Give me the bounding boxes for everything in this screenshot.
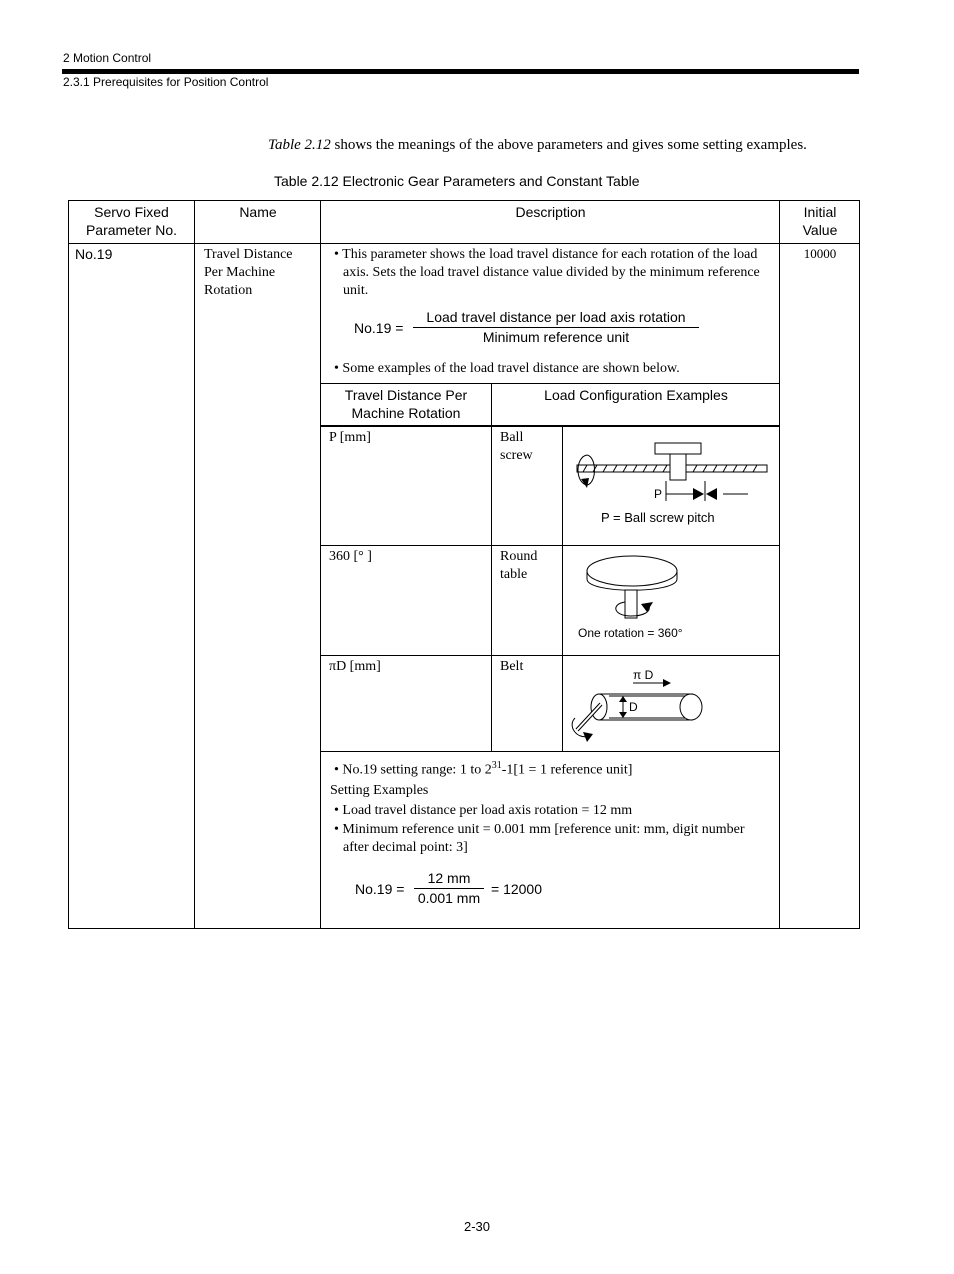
- subtable-col-divider-1: [491, 383, 492, 751]
- belt-d-label: D: [629, 700, 638, 714]
- setting-example-1: • Load travel distance per load axis rotation = 12 mm: [334, 802, 633, 818]
- ball-screw-figure: [563, 427, 779, 545]
- header-rule: [62, 69, 859, 74]
- setting-range: [330, 756, 745, 781]
- setting-section: [330, 756, 745, 857]
- header-description: Description: [515, 204, 586, 220]
- intro-body: shows the meanings of the above parameters and gives some setting examples.: [330, 137, 807, 153]
- formula-fraction-bar: [413, 327, 699, 328]
- belt-figure: [563, 656, 779, 751]
- table-col-divider-1: [194, 200, 195, 929]
- section-header: 2.3.1 Prerequisites for Position Control: [63, 75, 269, 89]
- header-param-line1: Servo Fixed: [94, 204, 169, 220]
- table-header-rule: [68, 243, 860, 244]
- setting-examples-title: Setting Examples: [330, 782, 429, 798]
- header-name: Name: [239, 204, 277, 220]
- calc-fraction-bar: [414, 888, 484, 889]
- setting-range-exponent: 31: [491, 760, 502, 771]
- subheader-travel-distance: [321, 386, 491, 422]
- description-text: [334, 246, 760, 300]
- param-number: No.19: [75, 246, 113, 262]
- setting-example-2-line1: • Minimum reference unit = 0.001 mm [reference unit: mm, digit number: [334, 821, 745, 837]
- setting-range-prefix: • No.19 setting range: 1 to 2: [334, 762, 492, 778]
- param-name: [204, 246, 293, 300]
- distance-round-table: 360 [° ]: [329, 549, 372, 564]
- examples-intro: • Some examples of the load travel distance are shown below.: [334, 361, 680, 376]
- type-belt: Belt: [500, 659, 524, 674]
- intro-text: [268, 137, 807, 154]
- type-ball-screw-line1: Ball: [500, 430, 524, 445]
- calc-denominator: 0.001 mm: [417, 890, 481, 906]
- header-param-no: [68, 203, 195, 239]
- subheader-travel-line2: Machine Rotation: [351, 405, 461, 421]
- table-reference: Table 2.12: [268, 137, 331, 153]
- subtable-bottom-rule: [320, 751, 780, 752]
- distance-belt: πD [mm]: [329, 659, 381, 674]
- formula-denominator: Minimum reference unit: [482, 329, 630, 345]
- param-name-line3: Rotation: [204, 283, 253, 298]
- param-name-line1: Travel Distance: [204, 247, 293, 262]
- calc-numerator: 12 mm: [427, 870, 471, 886]
- belt-pi-d-label: π D: [633, 668, 654, 682]
- header-initial-line2: Value: [802, 222, 838, 238]
- description-line3: unit.: [343, 283, 369, 298]
- calc-result: = 12000: [491, 881, 542, 897]
- round-table-caption: One rotation = 360°: [578, 626, 683, 640]
- description-line1: • This parameter shows the load travel distance for each rotation of the load: [334, 247, 758, 262]
- formula-lhs: No.19 =: [354, 320, 404, 336]
- ball-screw-p-label: P: [654, 487, 663, 501]
- header-initial-line1: Initial: [803, 204, 837, 220]
- chapter-header: 2 Motion Control: [63, 51, 152, 65]
- page-number: 2-30: [463, 1219, 491, 1234]
- initial-value: 10000: [803, 246, 837, 261]
- type-ball-screw: [500, 429, 533, 465]
- table-col-divider-3: [779, 200, 780, 929]
- round-table-figure: [563, 546, 779, 655]
- table-col-divider-2: [320, 200, 321, 929]
- description-line2: axis. Sets the load travel distance value divided by the minimum reference: [343, 265, 760, 280]
- type-round-table: [500, 548, 537, 584]
- formula-numerator: Load travel distance per load axis rotation: [426, 309, 686, 325]
- param-name-line2: Per Machine: [204, 265, 276, 280]
- subheader-load-configuration: Load Configuration Examples: [544, 387, 728, 403]
- calc-lhs: No.19 =: [355, 881, 405, 897]
- table-caption: Table 2.12 Electronic Gear Parameters and Constant Table: [274, 173, 640, 189]
- type-ball-screw-line2: screw: [500, 448, 533, 463]
- setting-range-suffix: -1[1 = 1 reference unit]: [501, 762, 633, 778]
- subtable-top-rule: [320, 383, 780, 384]
- distance-ball-screw: P [mm]: [329, 430, 371, 445]
- ball-screw-caption: P = Ball screw pitch: [601, 510, 715, 525]
- type-round-table-line2: table: [500, 567, 528, 582]
- setting-example-2-line2: after decimal point: 3]: [343, 839, 468, 855]
- type-round-table-line1: Round: [500, 549, 538, 564]
- header-initial-value: [780, 203, 860, 239]
- subheader-travel-line1: Travel Distance Per: [344, 387, 468, 403]
- header-param-line2: Parameter No.: [85, 222, 178, 238]
